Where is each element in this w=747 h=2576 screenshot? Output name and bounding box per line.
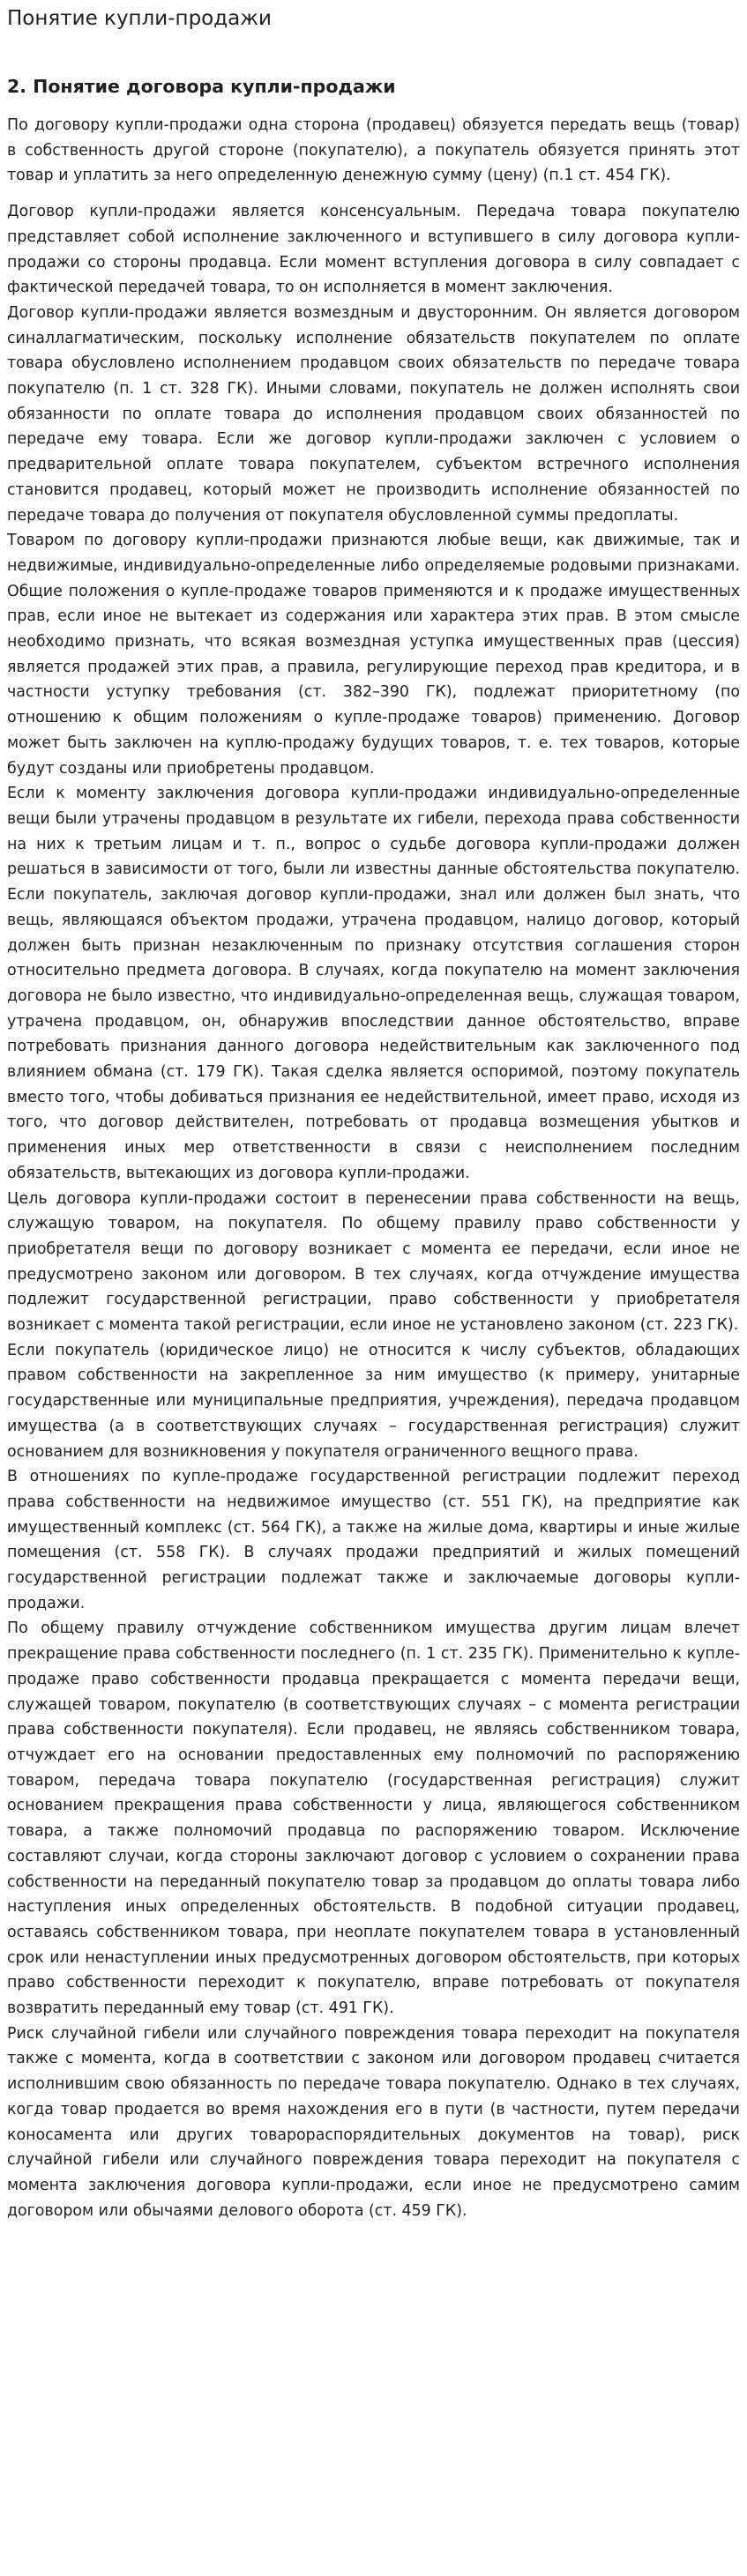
page-title: Понятие купли-продажи [7,7,272,30]
section-heading: 2. Понятие договора купли-продажи [7,76,396,97]
paragraph-goods: Товаром по договору купли-продажи признаются любые вещи, как движимые, так и недвижимые, индивидуально-определенные либо определяемые родовыми признаками. Общие положения о купле-продаже товаров применяются и к продаже имущественных прав, если иное не вытекает из содержания или характера этих прав. В этом смысле необходимо признать, что всякая возмездная уступка имущественных прав (цессия) является продажей этих прав, а правила, регулирующие переход прав кредитора, и в частности уступку требования (ст. 382–390 ГК), подлежат приоритетному (по отношению к общим положениям о купле-продаже товаров) применению. Договор может быть заключен на куплю-продажу будущих товаров, т. е. тех товаров, которые будут созданы или приобретены продавцом. [7,532,740,778]
body-text [7,199,740,2223]
lead-paragraph: По договору купли-продажи одна сторона (продавец) обязуется передать вещь (товар) в собственность другой стороне (покупателю), а покупатель обязуется принять этот товар и уплатить за него определенную денежную сумму (цену) (п.1 ст. 454 ГК). [7,116,740,185]
paragraph-reciprocal: Договор купли-продажи является возмездным и двусторонним. Он является договором синаллагматическим, поскольку исполнение обязательств покупателем по оплате товара обусловлено исполнением продавцом своих обязательств по передаче товара покупателю (п. 1 ст. 328 ГК). Иными словами, покупатель не должен исполнять свои обязанности по оплате товара до исполнения продавцом своих обязанностей по передаче ему товара. Если же договор купли-продажи заключен с условием о предварительной оплате товара покупателем, субъектом встречного исполнения становится продавец, который может не производить исполнение обязанностей по передаче товара до получения от покупателя обусловленной суммы предоплаты. [7,303,740,525]
paragraph-legal-entity-buyer: Если покупатель (юридическое лицо) не относится к числу субъектов, обладающих правом собственности на закрепленное за ним имущество (к примеру, унитарные государственные или муниципальные предприятия, учреждения), передача продавцом имущества (а в соответствующих случаях – государственная регистрация) служит основанием для возникновения у покупателя ограниченного вещного права. [7,1341,740,1461]
paragraph-termination-of-ownership: По общему правилу отчуждение собственником имущества другим лицам влечет прекращение права собственности последнего (п. 1 ст. 235 ГК). Применительно к купле-продаже право собственности продавца прекращается с момента передачи вещи, служащей товаром, покупателю (в соответствующих случаях – с момента регистрации права собственности покупателя). Если продавец, не являясь собственником товара, отчуждает его на основании предоставленных ему полномочий по распоряжению товаром, передача товара покупателю (государственная регистрация) служит основанием прекращения права собственности у лица, являющегося собственником товара, а также полномочий продавца по распоряжению товаром. Исключение составляют случаи, когда стороны заключают договор с условием о сохранении права собственности на переданный покупателю товар за продавцом до оплаты товара либо наступления иных определенных обстоятельств. В подобной ситуации продавец, оставаясь собственником товара, при неоплате покупателем товара в установленный срок или ненаступлении иных предусмотренных договором обстоятельств, при которых право собственности переходит к покупателю, вправе потребовать от покупателя возвратить переданный ему товар (ст. 491 ГК). [7,1619,740,2018]
paragraph-ownership-transfer: Цель договора купли-продажи состоит в перенесении права собственности на вещь, служащую товаром, на покупателя. По общему правилу право собственности у приобретателя вещи по договору возникает с момента ее передачи, если иное не предусмотрено законом или договором. В тех случаях, когда отчуждение имущества подлежит государственной регистрации, право собственности у приобретателя возникает с момента такой регистрации, если иное не установлено законом (ст. 223 ГК). [7,1189,740,1335]
paragraph-lost-goods: Если к моменту заключения договора купли-продажи индивидуально-определенные вещи были утрачены продавцом в результате их гибели, перехода права собственности на них к третьим лицам и т. п., вопрос о судьбе договора купли-продажи должен решаться в зависимости от того, были ли известны данные обстоятельства покупателю. Если покупатель, заключая договор купли-продажи, знал или должен был знать, что вещь, являющаяся объектом продажи, утрачена продавцом, налицо договор, который должен быть признан незаключенным по признаку отсутствия соглашения сторон относительно предмета договора. В случаях, когда покупателю на момент заключения договора не было известно, что индивидуально-определенная вещь, служащая товаром, утрачена продавцом, он, обнаружив впоследствии данное обстоятельство, вправе потребовать признания данного договора недействительным как заключенного под влиянием обмана (ст. 179 ГК). Такая сделка является оспоримой, поэтому покупатель вместо того, чтобы добиваться признания ее недействительной, имеет право, исходя из того, что договор действителен, потребовать от продавца возмещения убытков и применения иных мер ответственности в связи с неисполнением последним обязательств, вытекающих из договора купли-продажи. [7,785,740,1182]
paragraph-consensual: Договор купли-продажи является консенсуальным. Передача товара покупателю представляет собой исполнение заключенного и вступившего в силу договора купли-продажи со стороны продавца. Если момент вступления договора в силу совпадает с фактической передачей товара, то он исполняется в момент заключения. [7,203,740,297]
paragraph-risk-of-loss: Риск случайной гибели или случайного повреждения товара переходит на покупателя также с момента, когда в соответствии с законом или договором продавец считается исполнившим свою обязанность по передаче товара покупателю. Однако в тех случаях, когда товар продается во время нахождения его в пути (в частности, путем передачи коносамента или других товарораспорядительных документов на товар), риск случайной гибели или случайного повреждения товара переходит на покупателя с момента заключения договора купли-продажи, если иное не предусмотрено самим договором или обычаями делового оборота (ст. 459 ГК). [7,2024,740,2220]
paragraph-state-registration: В отношениях по купле-продаже государственной регистрации подлежит переход права собственности на недвижимое имущество (ст. 551 ГК), на предприятие как имущественный комплекс (ст. 564 ГК), а также на жилые дома, квартиры и иные жилые помещения (ст. 558 ГК). В случаях продажи предприятий и жилых помещений государственной регистрации подлежат также и заключаемые договоры купли-продажи. [7,1468,740,1612]
